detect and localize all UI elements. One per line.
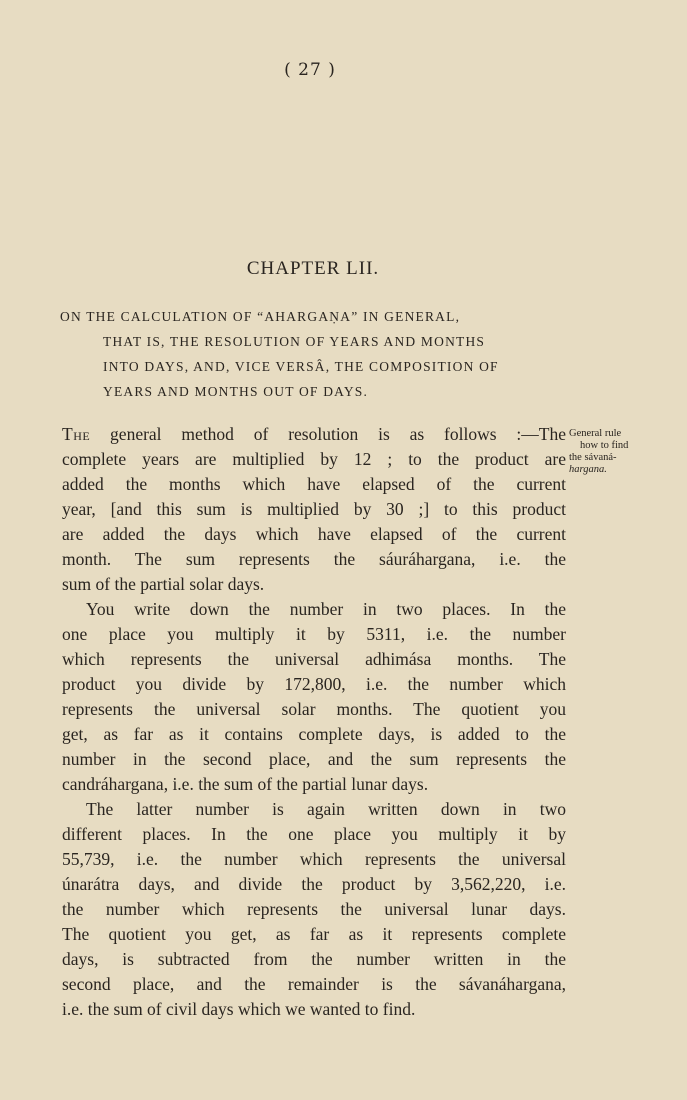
paragraph-2 [62, 597, 566, 797]
text-line: represents the universal solar months. The quotient you [62, 699, 566, 719]
page-number: ( 27 ) [284, 60, 336, 80]
text-line: i.e. the sum of civil days which we wanted to find. [62, 999, 416, 1019]
paragraph-3 [62, 797, 566, 1022]
text-line: the number which represents the universal lunar days. [62, 899, 566, 919]
text-line: second place, and the remainder is the sávanáhargana, [62, 974, 566, 994]
marginal-note-line: hargana. [569, 464, 607, 475]
text-line: month. The sum represents the sáuráhargana, i.e. the [62, 549, 566, 569]
body-text [62, 422, 566, 1022]
text-line: product you divide by 172,800, i.e. the number which [62, 674, 566, 694]
marginal-note-line: the sávaná- [569, 452, 617, 463]
text-line: number in the second place, and the sum represents the [62, 749, 566, 769]
text-line: 55,739, i.e. the number which represents the universal [62, 849, 566, 869]
text-line: get, as far as it contains complete days, is added to the [62, 724, 566, 744]
paragraph-1 [62, 422, 566, 597]
chapter-heading [60, 304, 565, 404]
text-line: candráhargana, i.e. the sum of the partial lunar days. [62, 774, 429, 794]
text-line: days, is subtracted from the number written in the [62, 949, 566, 969]
text-line: You write down the number in two places. In the [86, 599, 566, 619]
chapter-title: CHAPTER LII. [246, 258, 380, 279]
heading-line: ON THE CALCULATION OF “AHARGAṆA” IN GENERAL, [60, 309, 461, 324]
text-line: year, [and this sum is multiplied by 30 ;] to this product [62, 499, 566, 519]
text-line: added the months which have elapsed of the current [62, 474, 566, 494]
marginal-note-line: General rule [569, 428, 622, 439]
heading-line: INTO DAYS, AND, VICE VERSÂ, THE COMPOSITION OF [103, 359, 499, 374]
text-line: one place you multiply it by 5311, i.e. the number [62, 624, 566, 644]
text-line: The latter number is again written down in two [86, 799, 566, 819]
text-line: The general method of resolution is as follows :—The [62, 424, 566, 444]
marginal-note [569, 428, 681, 476]
text-line: which represents the universal adhimása months. The [62, 649, 566, 669]
marginal-note-line: how to find [580, 440, 629, 451]
text-line: únarátra days, and divide the product by 3,562,220, i.e. [62, 874, 566, 894]
drop-word: The [62, 424, 91, 444]
text-line: are added the days which have elapsed of the current [62, 524, 566, 544]
heading-line: YEARS AND MONTHS OUT OF DAYS. [103, 384, 369, 399]
text-line: complete years are multiplied by 12 ; to the product are [62, 449, 566, 469]
text-line: different places. In the one place you multiply it by [62, 824, 566, 844]
heading-line: THAT IS, THE RESOLUTION OF YEARS AND MONTHS [103, 334, 486, 349]
text-line: The quotient you get, as far as it represents complete [62, 924, 566, 944]
text-line: sum of the partial solar days. [62, 574, 265, 594]
